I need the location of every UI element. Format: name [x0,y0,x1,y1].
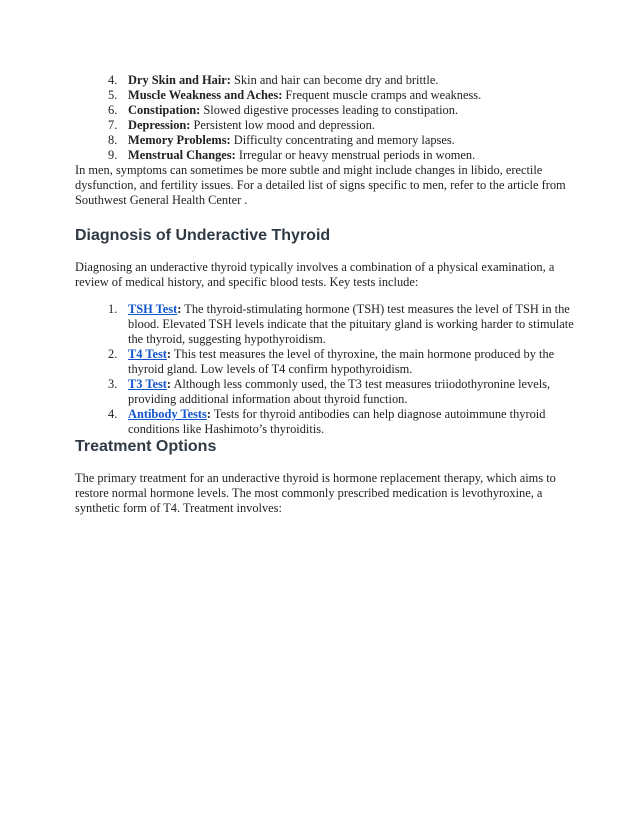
link-colon: : [166,347,172,361]
list-item [108,88,578,103]
list-number: 1. [108,302,118,316]
test-description: Tests for thyroid antibodies can help diagnose autoimmune thyroid conditions like Hashimoto’s thyroiditis. [128,407,546,436]
symptom-description: Persistent low mood and depression. [190,118,375,132]
link-colon: : [166,377,172,391]
list-number: 7. [108,118,118,132]
symptom-description: Slowed digestive processes leading to constipation. [200,103,459,117]
list-item [108,347,576,377]
test-description: The thyroid-stimulating hormone (TSH) test measures the level of TSH in the blood. Elevated TSH levels indicate that the pituitary gland is working harder to stimulate the thyroid, suggesting hypothyroidism. [128,302,574,346]
treatment-intro-paragraph: The primary treatment for an underactive thyroid is hormone replacement therapy, which aims to restore normal hormone levels. The most commonly prescribed medication is levothyroxine, a synthetic form of T4. Treatment involves: [75,471,556,515]
symptom-description: Difficulty concentrating and memory lapses. [230,133,455,147]
symptoms-list [108,73,578,163]
link-colon: : [177,302,182,316]
symptom-description: Irregular or heavy menstrual periods in women. [235,148,476,162]
list-item [108,73,578,88]
list-number: 2. [108,347,118,361]
symptom-description: Skin and hair can become dry and brittle. [230,73,439,87]
men-symptoms-paragraph: In men, symptoms can sometimes be more subtle and might include changes in libido, erectile dysfunction, and fertility issues. For a detailed list of signs specific to men, refer to the article from Southwest General Health Center . [75,163,566,207]
symptom-term: Memory Problems: [128,133,231,147]
treatment-heading: Treatment Options [75,438,217,455]
symptom-term: Menstrual Changes: [128,148,236,162]
symptom-term: Depression: [128,118,191,132]
list-number: 3. [108,377,118,391]
test-description: Although less commonly used, the T3 test measures triiodothyronine levels, providing additional information about thyroid function. [128,377,551,406]
diagnostic-tests-list [108,302,578,437]
symptom-term: Muscle Weakness and Aches: [128,88,283,102]
list-item [108,118,578,133]
list-item [108,302,576,347]
link-colon: : [206,407,211,421]
antibody-tests-link[interactable]: Antibody Tests [128,407,207,421]
list-number: 4. [108,73,118,87]
diagnosis-intro-paragraph: Diagnosing an underactive thyroid typically involves a combination of a physical examination, a review of medical history, and specific blood tests. Key tests include: [75,260,555,289]
diagnosis-heading: Diagnosis of Underactive Thyroid [75,227,331,244]
list-item [108,103,578,118]
list-number: 5. [108,88,118,102]
list-item [108,133,578,148]
t4-test-link[interactable]: T4 Test [128,347,167,361]
list-item [108,148,578,163]
list-number: 4. [108,407,118,421]
list-item [108,407,576,437]
symptom-term: Constipation: [128,103,201,117]
list-item [108,377,576,407]
list-number: 6. [108,103,118,117]
symptom-term: Dry Skin and Hair: [128,73,231,87]
test-description: This test measures the level of thyroxine, the main hormone produced by the thyroid gland. Low levels of T4 confirm hypothyroidism. [128,347,555,376]
tsh-test-link[interactable]: TSH Test [128,302,178,316]
list-number: 8. [108,133,118,147]
symptom-description: Frequent muscle cramps and weakness. [282,88,482,102]
list-number: 9. [108,148,118,162]
t3-test-link[interactable]: T3 Test [128,377,167,391]
